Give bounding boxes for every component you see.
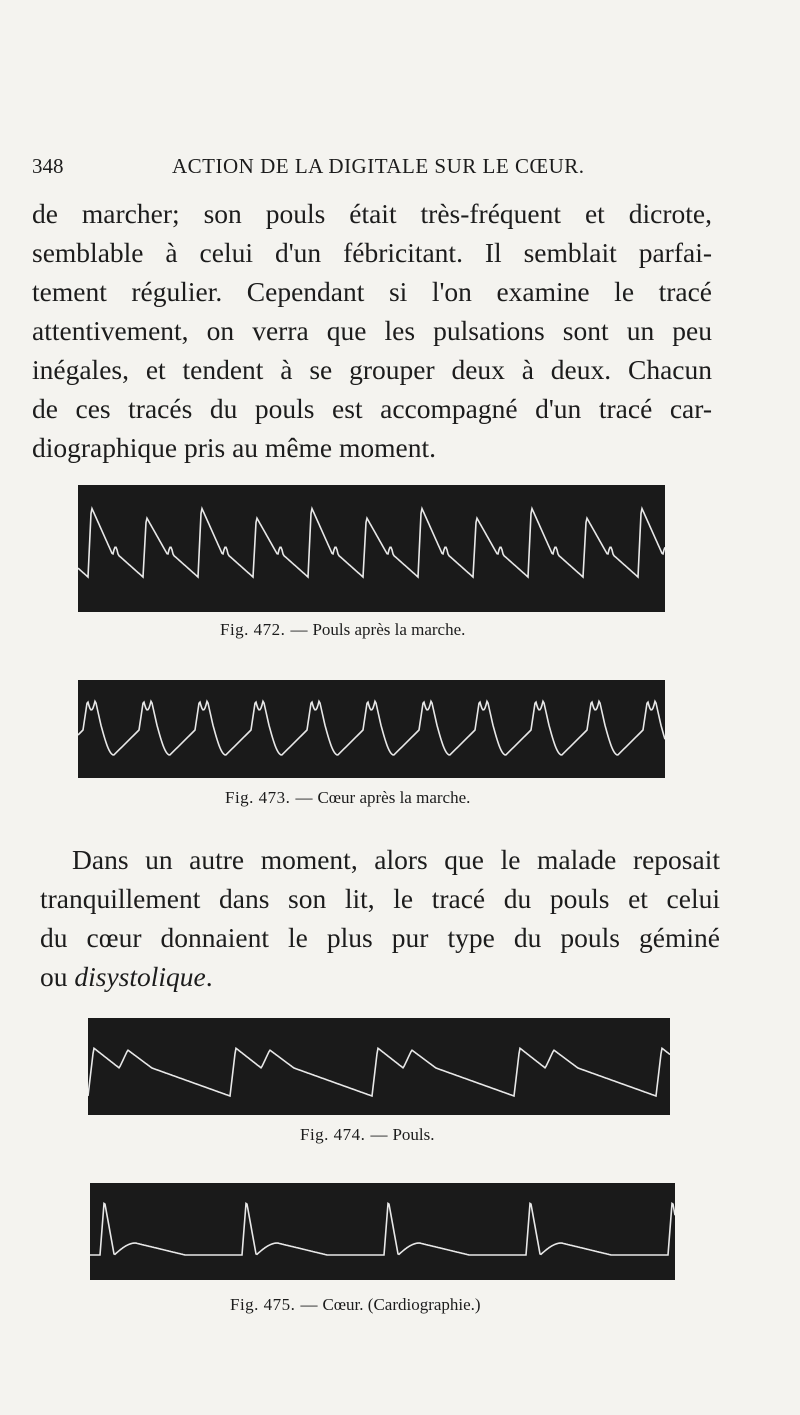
- caption-dash: —: [290, 620, 308, 639]
- figure-474-tracing: [88, 1018, 670, 1115]
- text-line: de ces tracés du pouls est accompagné d'un tracé car-: [32, 393, 712, 424]
- figure-caption-text: Pouls.: [392, 1125, 435, 1144]
- pulse-trace: [88, 1018, 670, 1115]
- figure-473-tracing: [78, 680, 665, 778]
- figure-label: Fig. 473.: [225, 788, 291, 807]
- figure-475-caption: [230, 1295, 481, 1315]
- figure-473-caption: [225, 788, 470, 808]
- text-line: inégales, et tendent à se grouper deux à deux. Chacun: [32, 354, 712, 385]
- caption-dash: —: [370, 1125, 388, 1144]
- figure-caption-text: Pouls après la marche.: [312, 620, 466, 639]
- page-number: 348: [32, 154, 64, 178]
- running-title: ACTION DE LA DIGITALE SUR LE CŒUR.: [172, 154, 585, 178]
- figure-label: Fig. 475.: [230, 1295, 296, 1314]
- figure-caption-text: Cœur. (Cardiographie.): [322, 1295, 481, 1314]
- text-line: [40, 957, 720, 996]
- text-run: ou: [40, 961, 75, 992]
- figure-472-caption: [220, 620, 465, 640]
- text-line: Dans un autre moment, alors que le malade reposait: [72, 844, 720, 875]
- text-line: du cœur donnaient le plus pur type du pouls géminé: [40, 922, 720, 953]
- figure-475-tracing: [90, 1183, 675, 1280]
- text-line: attentivement, on verra que les pulsations sont un peu: [32, 315, 712, 346]
- figure-label: Fig. 472.: [220, 620, 286, 639]
- running-header: [32, 150, 732, 184]
- text-line: diographique pris au même moment.: [32, 432, 437, 463]
- text-line: semblable à celui d'un fébricitant. Il semblait parfai-: [32, 237, 712, 268]
- text-line: tement régulier. Cependant si l'on examine le tracé: [32, 276, 712, 307]
- text-line: de marcher; son pouls était très-fréquent et dicrote,: [32, 198, 712, 229]
- caption-dash: —: [295, 788, 313, 807]
- figure-472-tracing: [78, 485, 665, 612]
- caption-dash: —: [300, 1295, 318, 1314]
- paragraph-2: [40, 840, 720, 996]
- figure-caption-text: Cœur après la marche.: [317, 788, 471, 807]
- figure-label: Fig. 474.: [300, 1125, 366, 1144]
- heart-trace: [90, 1183, 675, 1280]
- italic-term: disystolique: [74, 961, 206, 992]
- paragraph-1: [32, 194, 712, 467]
- pulse-trace: [78, 485, 665, 612]
- heart-trace: [78, 680, 665, 778]
- text-line: tranquillement dans son lit, le tracé du pouls et celui: [40, 883, 720, 914]
- figure-474-caption: [300, 1125, 434, 1145]
- text-run: .: [205, 961, 213, 992]
